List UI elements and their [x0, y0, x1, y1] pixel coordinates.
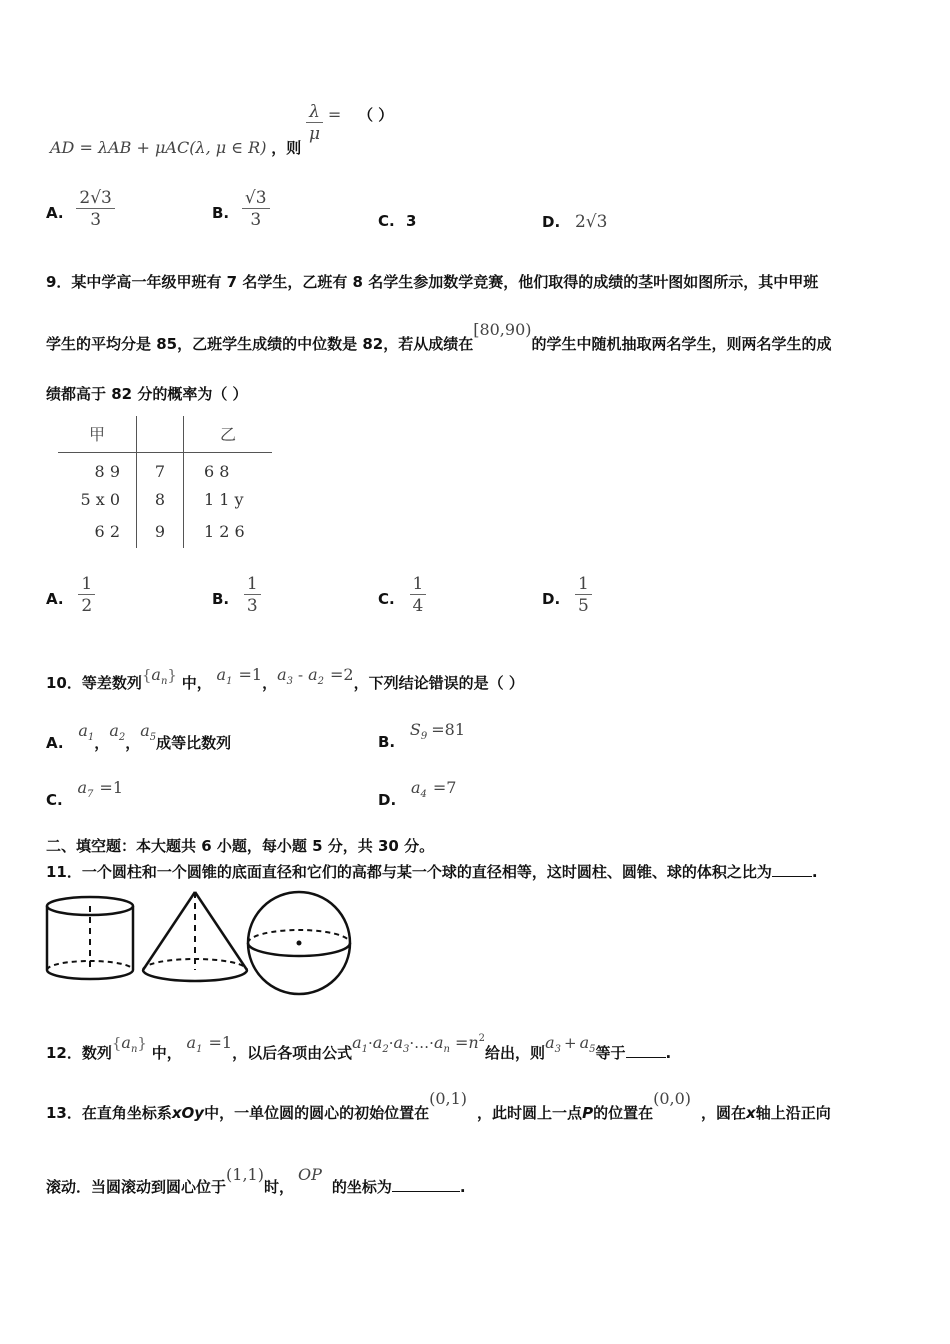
leaf-left-row: 5 x 0: [80, 489, 120, 509]
q10-option-c[interactable]: C. $a_7 =1$: [46, 778, 124, 809]
q11-answer-blank[interactable]: [772, 876, 812, 877]
q9-line1: 9．某中学高一年级甲班有 7 名学生，乙班有 8 名学生参加数学竞赛，他们取得的成绩的茎叶图如图所示，其中甲班: [46, 273, 819, 291]
q9-option-b[interactable]: B. $\frac{1}{3}$: [212, 574, 261, 617]
q10-option-d[interactable]: D. $a_4 =7$: [378, 778, 457, 809]
sphere-figure: [248, 892, 350, 994]
cylinder-figure: [47, 897, 133, 979]
stem-value: 8: [137, 484, 184, 514]
solids-figure: [40, 888, 360, 1000]
q8-option-b[interactable]: B. $\frac{√3}{3}$: [212, 188, 270, 231]
q10-stem: 10．等差数列$\{a_n\}$ 中， $a_1 =1$，$a_3 - a_2 =2$，下列结论错误的是（ ）: [46, 665, 524, 692]
q9-line2: 学生的平均分是 85，乙班学生成绩的中位数是 82，若从成绩在[80,90)的学生中随机抽取两名学生，则两名学生的成: [46, 320, 832, 353]
leaf-left-row: 6 2: [94, 521, 120, 541]
stem-header-left: 甲: [88, 425, 105, 445]
stem-header-right: 乙: [219, 425, 236, 445]
leaf-right-row: 1 2 6: [204, 521, 245, 541]
leaf-right-row: 6 8: [204, 462, 230, 482]
q8-stem: [50, 102, 394, 157]
stem-value: 7: [137, 452, 184, 484]
q8-option-c[interactable]: C. 3: [378, 212, 417, 230]
q12-answer-blank[interactable]: [626, 1057, 666, 1058]
q10-option-a[interactable]: A. $a_1$，$a_2$，$a_5$成等比数列: [46, 721, 232, 752]
q8-fraction: $\frac{\lambda}{\mu}$: [306, 102, 323, 145]
q8-paren: （ ）: [358, 106, 394, 124]
q9-line3: 绩都高于 82 分的概率为（ ）: [46, 385, 248, 403]
cone-figure: [143, 892, 247, 981]
q9-option-d[interactable]: D. $\frac{1}{5}$: [542, 574, 592, 617]
section-heading: 二、填空题：本大题共 6 小题，每小题 5 分，共 30 分。: [46, 837, 435, 855]
q8-option-a[interactable]: A. $\frac{2√3}{3}$: [46, 188, 115, 231]
q9-option-c[interactable]: C. $\frac{1}{4}$: [378, 574, 426, 617]
leaf-left-row: 8 9: [94, 462, 120, 482]
q12-stem: 12．数列$\{a_n\}$ 中， $a_1 =1$，以后各项由公式$a_1\cdot a_2\cdot a_3\cdot\dots\cdot a_n =n^2$给出，则$a_3 + a_5$等于 .: [46, 1033, 672, 1062]
q11-stem: 11．一个圆柱和一个圆锥的底面直径和它们的高都与某一个球的直径相等，这时圆柱、圆锥、球的体积之比为 .: [46, 863, 818, 881]
q8-equals: =: [327, 105, 342, 124]
q9-interval: [80,90): [473, 320, 532, 339]
stem-leaf-plot: [58, 416, 272, 548]
q13-line2: 滚动．当圆滚动到圆心位于(1,1)时，OP的坐标为 .: [46, 1165, 466, 1196]
q9-option-a[interactable]: A. $\frac{1}{2}$: [46, 574, 95, 617]
q10-option-b[interactable]: B. $S_9 =81$: [378, 720, 466, 751]
q13-answer-blank[interactable]: [392, 1191, 460, 1192]
q8-formula: AD = λAB + μAC(λ, μ ∈ R): [50, 138, 267, 157]
q13-line1: 13．在直角坐标系xOy中，一单位圆的圆心的初始位置在(0,1)，此时圆上一点P的位置在(0,0)，圆在x轴上沿正向: [46, 1089, 831, 1122]
q8-option-d[interactable]: D. 2√3: [542, 212, 608, 232]
stem-value: 9: [137, 514, 184, 548]
q8-then: ，则: [271, 139, 302, 157]
leaf-right-row: 1 1 y: [204, 489, 244, 509]
